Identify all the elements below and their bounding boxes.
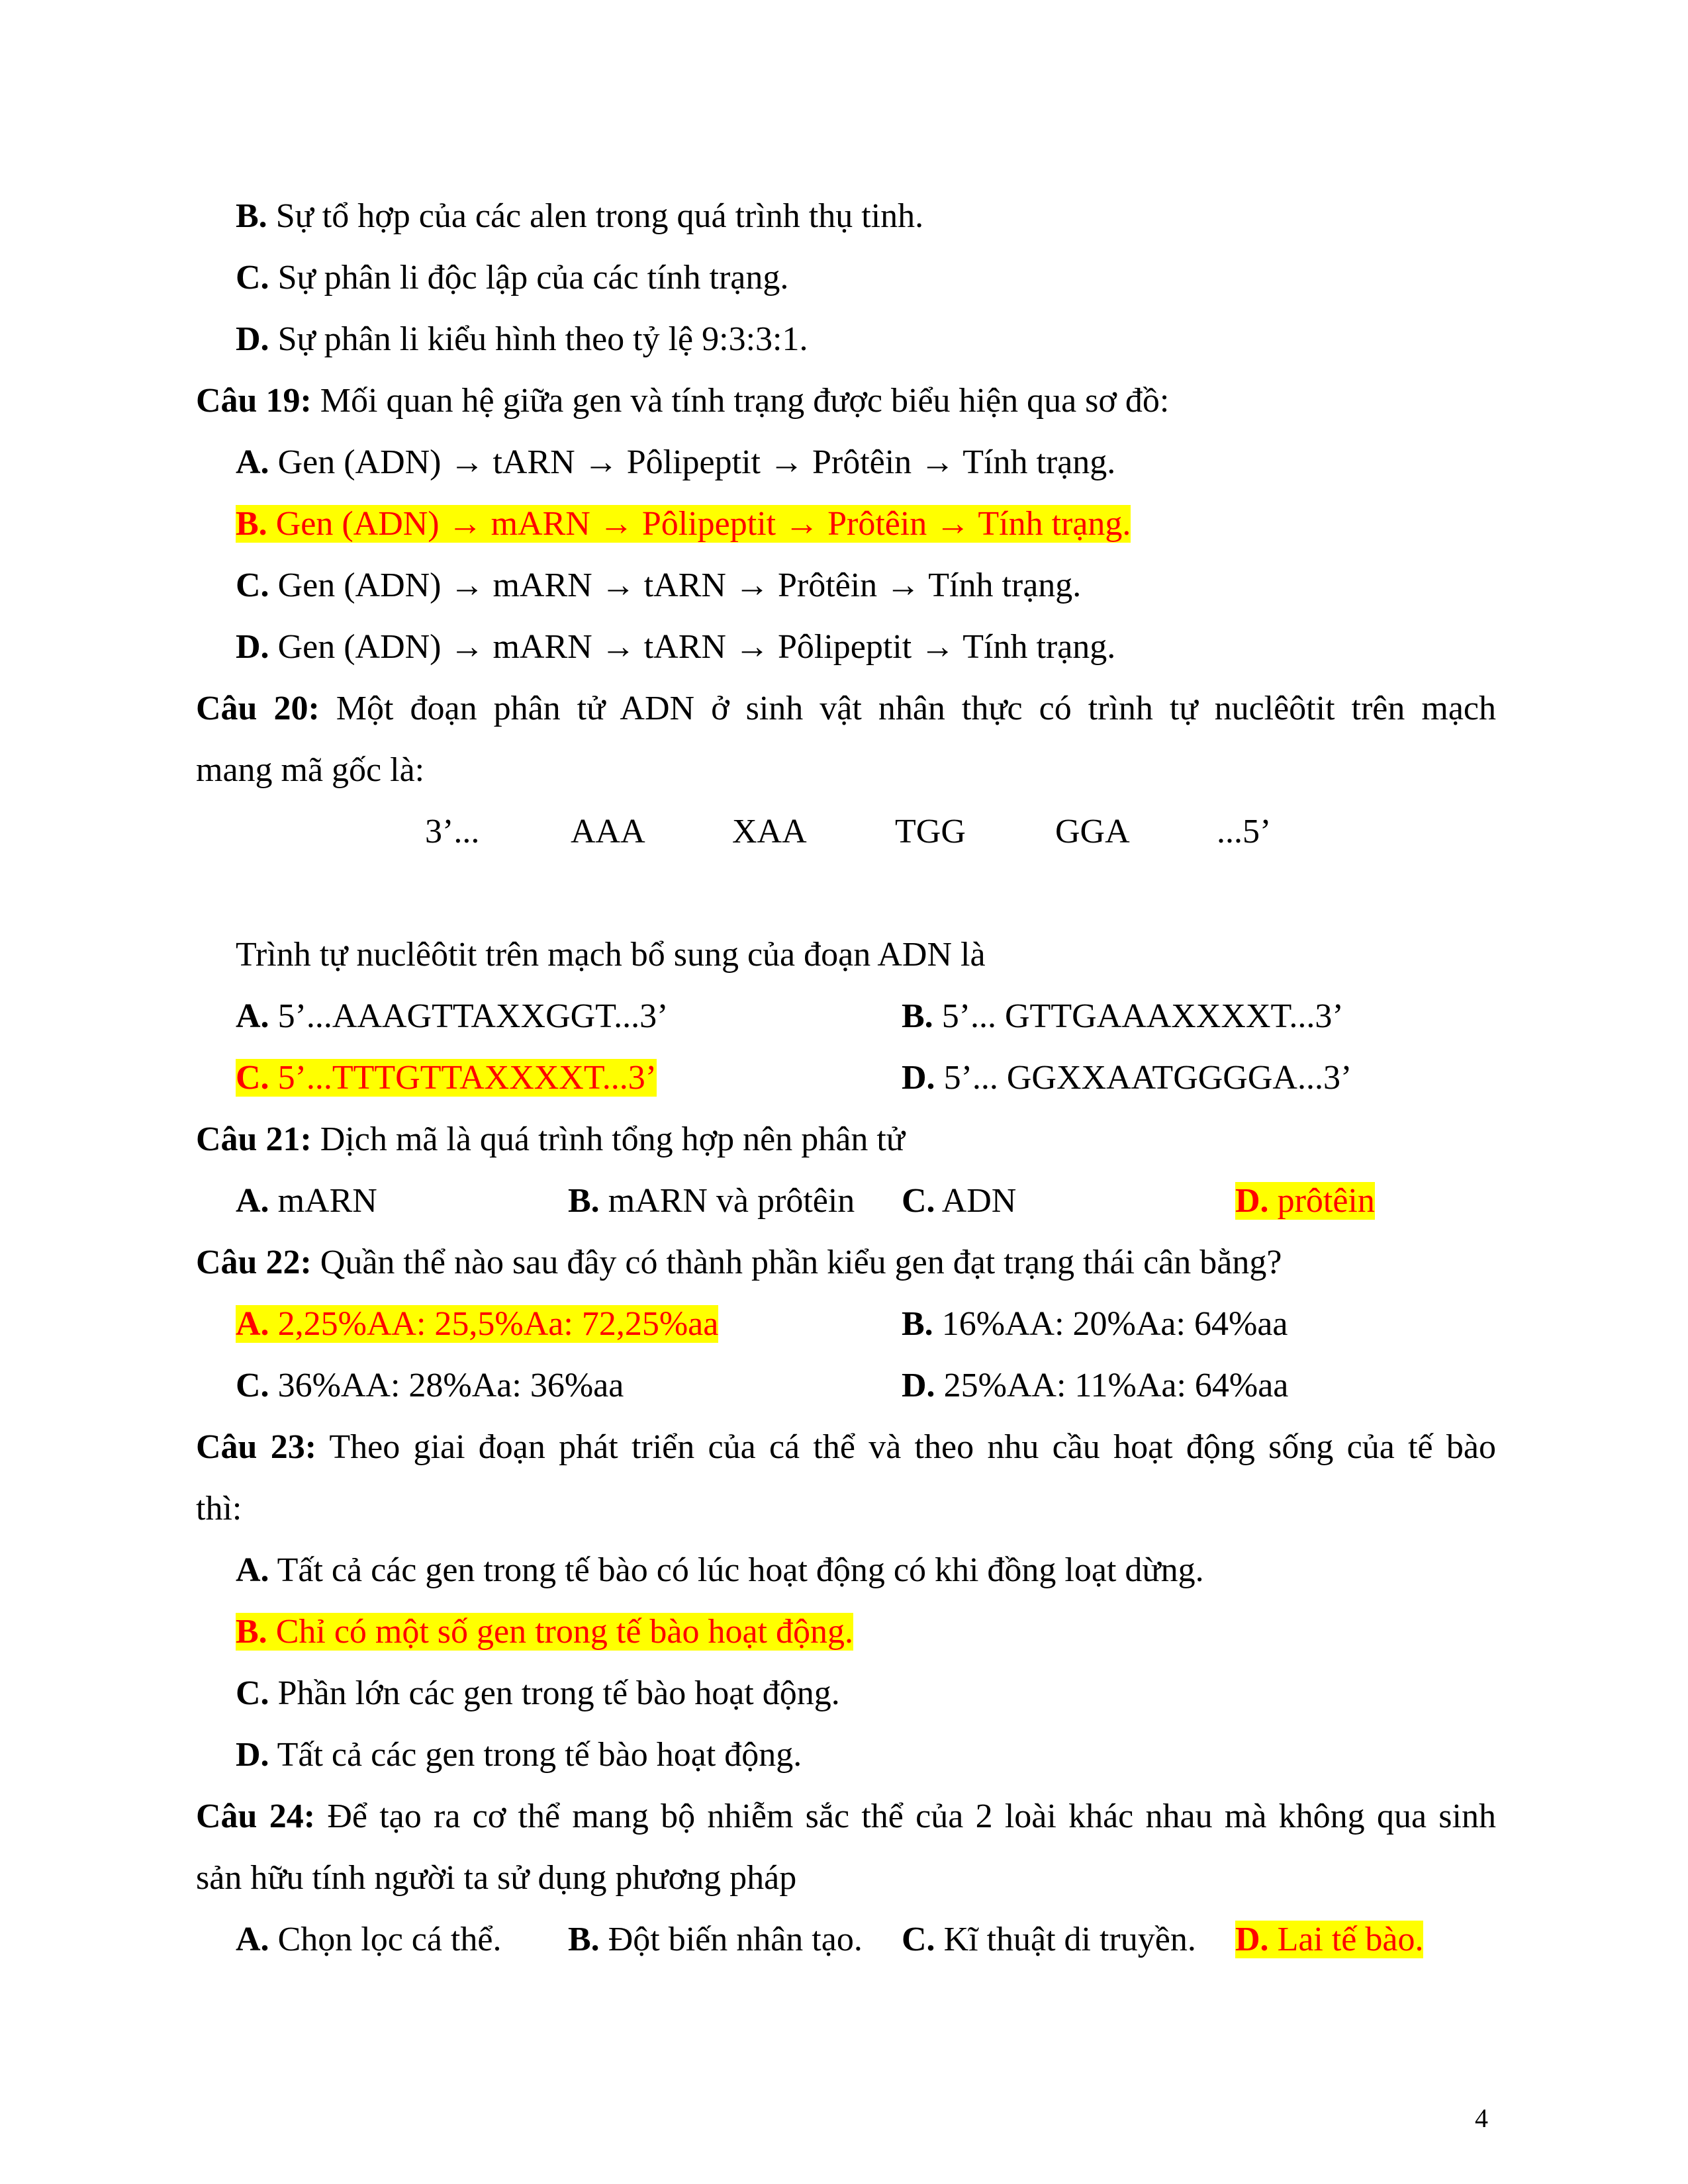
q20-option-b: B. 5’... GTTGAAAXXXXT...3’ xyxy=(902,997,1344,1035)
question-23-cont: thì: xyxy=(196,1490,242,1527)
q24-option-a: A. Chọn lọc cá thể. xyxy=(236,1921,502,1958)
sequence-codon: TGG xyxy=(895,813,966,850)
q19-option-d: D. Gen (ADN) → mARN → tARN → Pôlipeptit → Tính trạng. xyxy=(236,628,1116,666)
q20-option-d: D. 5’... GGXXAATGGGGA...3’ xyxy=(902,1059,1352,1097)
question-24-cont: sản hữu tính người ta sử dụng phương pháp xyxy=(196,1859,797,1897)
sequence-codon: GGA xyxy=(1055,813,1130,850)
q21-option-d-answer: D. prôtêin xyxy=(1235,1182,1375,1220)
question-20: Câu 20: Một đoạn phân tử ADN ở sinh vật nhân thực có trình tự nuclêôtit trên mạch xyxy=(196,690,1496,727)
q19-option-c: C. Gen (ADN) → mARN → tARN → Prôtêin → Tính trạng. xyxy=(236,567,1082,604)
q20-option-a: A. 5’...AAAGTTAXXGGT...3’ xyxy=(236,997,669,1035)
page-number: 4 xyxy=(1475,2103,1488,2133)
sequence-codon: AAA xyxy=(571,813,645,850)
q23-option-d: D. Tất cả các gen trong tế bào hoạt động. xyxy=(236,1736,802,1774)
sequence-start: 3’... xyxy=(425,813,480,850)
sequence-end: ...5’ xyxy=(1217,813,1272,850)
q22-option-c: C. 36%AA: 28%Aa: 36%aa xyxy=(236,1367,624,1404)
question-22: Câu 22: Quần thể nào sau đây có thành phần kiểu gen đạt trạng thái cân bằng? xyxy=(196,1244,1282,1281)
q23-option-b-answer: B. Chỉ có một số gen trong tế bào hoạt động. xyxy=(236,1613,854,1651)
question-24: Câu 24: Để tạo ra cơ thể mang bộ nhiễm sắc thể của 2 loài khác nhau mà không qua sinh xyxy=(196,1797,1496,1835)
q19-option-b-answer: B. Gen (ADN) → mARN → Pôlipeptit → Prôtêin → Tính trạng. xyxy=(236,505,1131,543)
question-21: Câu 21: Dịch mã là quá trình tổng hợp nên phân tử xyxy=(196,1120,905,1158)
q24-option-d-answer: D. Lai tế bào. xyxy=(1235,1921,1424,1958)
option-c: C. Sự phân li độc lập của các tính trạng. xyxy=(236,259,789,296)
q21-option-c: C. ADN xyxy=(902,1182,1017,1220)
q21-option-b: B. mARN và prôtêin xyxy=(568,1182,855,1220)
question-19: Câu 19: Mối quan hệ giữa gen và tính trạng được biểu hiện qua sơ đồ: xyxy=(196,382,1170,420)
option-b: B. Sự tổ hợp của các alen trong quá trình thụ tinh. xyxy=(236,197,924,235)
q23-option-c: C. Phần lớn các gen trong tế bào hoạt động. xyxy=(236,1674,840,1712)
q22-option-d: D. 25%AA: 11%Aa: 64%aa xyxy=(902,1367,1289,1404)
q24-option-c: C. Kĩ thuật di truyền. xyxy=(902,1921,1196,1958)
q23-option-a: A. Tất cả các gen trong tế bào có lúc hoạt động có khi đồng loạt dừng. xyxy=(236,1551,1204,1589)
option-d: D. Sự phân li kiểu hình theo tỷ lệ 9:3:3:1. xyxy=(236,320,808,358)
sequence-codon: XAA xyxy=(732,813,807,850)
question-20-cont: mang mã gốc là: xyxy=(196,751,425,789)
q22-option-a-answer: A. 2,25%AA: 25,5%Aa: 72,25%aa xyxy=(236,1305,719,1343)
q20-option-c-answer: C. 5’...TTTGTTAXXXXT...3’ xyxy=(236,1059,657,1097)
q22-option-b: B. 16%AA: 20%Aa: 64%aa xyxy=(902,1305,1288,1343)
q19-option-a: A. Gen (ADN) → tARN → Pôlipeptit → Prôtêin → Tính trạng. xyxy=(236,443,1116,481)
question-23: Câu 23: Theo giai đoạn phát triển của cá thể và theo nhu cầu hoạt động sống của tế bào xyxy=(196,1428,1496,1466)
q21-option-a: A. mARN xyxy=(236,1182,377,1220)
q24-option-b: B. Đột biến nhân tạo. xyxy=(568,1921,863,1958)
q20-prompt: Trình tự nuclêôtit trên mạch bổ sung của đoạn ADN là xyxy=(236,936,986,974)
